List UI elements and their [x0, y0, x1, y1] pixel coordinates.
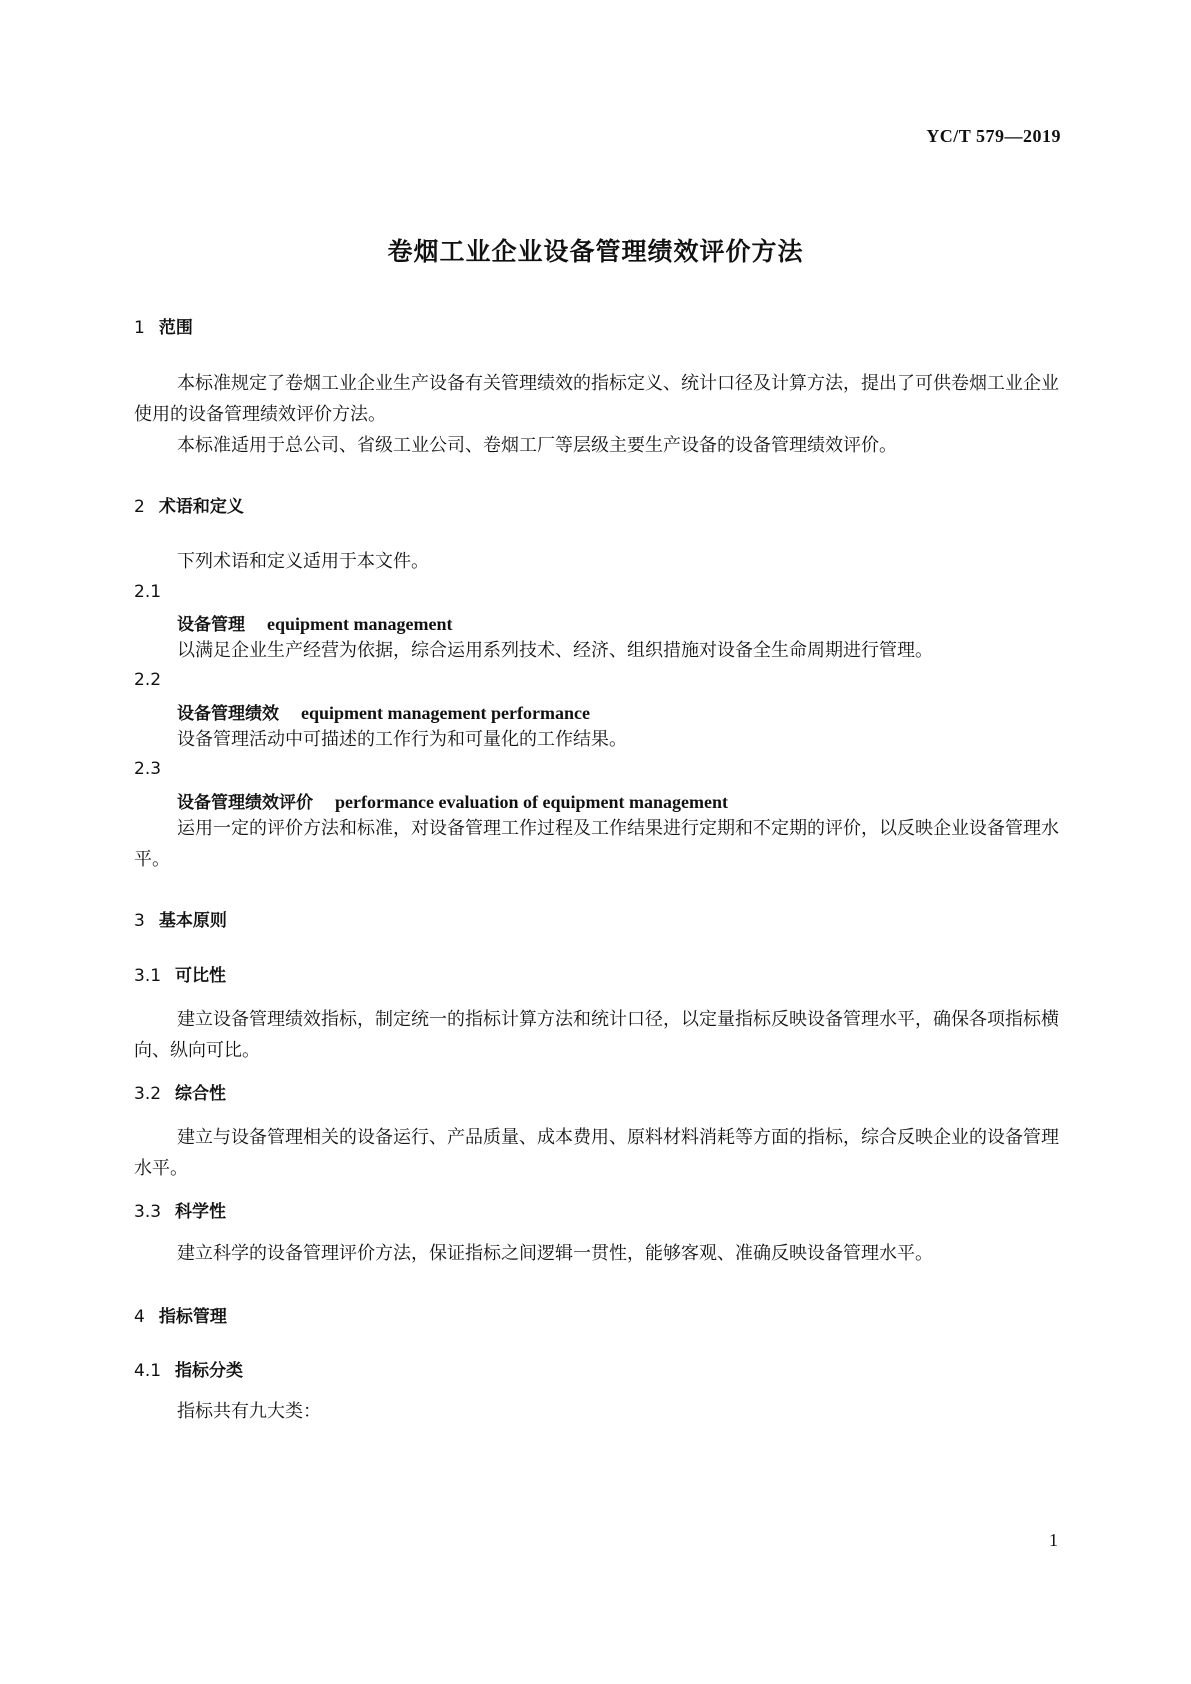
- section-4-heading: [134, 1302, 227, 1327]
- subsection-paragraph: 建立科学的设备管理评价方法，保证指标之间逻辑一贯性，能够客观、准确反映设备管理水平。: [177, 1243, 933, 1264]
- subsection-title: 综合性: [175, 1084, 227, 1104]
- term-en: performance evaluation of equipment management: [335, 792, 728, 812]
- section-3-heading: [134, 906, 227, 931]
- section-title: 指标管理: [158, 1307, 227, 1327]
- term-heading: [177, 788, 728, 813]
- subsection-paragraph: 指标共有九大类：: [177, 1401, 321, 1422]
- term-heading: [177, 699, 590, 724]
- section-title: 基本原则: [158, 911, 227, 931]
- subsection-paragraph: 建立与设备管理相关的设备运行、产品质量、成本费用、原料材料消耗等方面的指标，综合反映企业的设备管理水平。: [134, 1127, 1059, 1179]
- section-2-heading: [134, 492, 244, 517]
- subsection-4-1-heading: [134, 1356, 243, 1381]
- subsection-number: 3.1: [134, 966, 162, 986]
- standard-code: YC/T 579—2019: [926, 126, 1061, 146]
- term-definition: 以满足企业生产经营为依据，综合运用系列技术、经济、组织措施对设备全生命周期进行管理。: [177, 640, 933, 661]
- section-number: 1: [134, 318, 145, 338]
- term-heading: [177, 610, 453, 635]
- term-number: 2.2: [134, 670, 162, 690]
- section-2-intro: 下列术语和定义适用于本文件。: [177, 551, 429, 572]
- subsection-number: 4.1: [134, 1361, 162, 1381]
- section-1-paragraph-2: 本标准适用于总公司、省级工业公司、卷烟工厂等层级主要生产设备的设备管理绩效评价。: [177, 435, 897, 456]
- term-zh: 设备管理: [177, 615, 245, 635]
- document-title: 卷烟工业企业设备管理绩效评价方法: [387, 237, 804, 266]
- term-zh: 设备管理绩效: [177, 704, 279, 724]
- subsection-3-3-heading: [134, 1197, 226, 1222]
- term-zh: 设备管理绩效评价: [177, 793, 313, 813]
- term-number: 2.1: [134, 582, 162, 602]
- section-number: 3: [134, 911, 145, 931]
- term-number: 2.3: [134, 759, 162, 779]
- section-1-heading: [134, 313, 193, 338]
- subsection-title: 科学性: [175, 1202, 227, 1222]
- subsection-number: 3.3: [134, 1202, 162, 1222]
- subsection-title: 可比性: [175, 966, 227, 986]
- subsection-3-2-heading: [134, 1079, 226, 1104]
- section-number: 4: [134, 1307, 145, 1327]
- subsection-title: 指标分类: [175, 1361, 244, 1381]
- subsection-number: 3.2: [134, 1084, 162, 1104]
- term-definition: 设备管理活动中可描述的工作行为和可量化的工作结果。: [177, 729, 627, 750]
- subsection-3-1-heading: [134, 961, 226, 986]
- section-title: 术语和定义: [158, 497, 244, 517]
- term-en: equipment management performance: [301, 703, 590, 723]
- page-number: 1: [1049, 1530, 1058, 1550]
- section-number: 2: [134, 497, 145, 517]
- subsection-paragraph: 建立设备管理绩效指标，制定统一的指标计算方法和统计口径，以定量指标反映设备管理水平，确保各项指标横向、纵向可比。: [134, 1009, 1059, 1061]
- term-en: equipment management: [267, 614, 453, 634]
- section-1-paragraph-1: 本标准规定了卷烟工业企业生产设备有关管理绩效的指标定义、统计口径及计算方法，提出了可供卷烟工业企业使用的设备管理绩效评价方法。: [134, 373, 1059, 425]
- term-definition: 运用一定的评价方法和标准，对设备管理工作过程及工作结果进行定期和不定期的评价，以反映企业设备管理水平。: [134, 818, 1059, 870]
- section-title: 范围: [158, 318, 193, 338]
